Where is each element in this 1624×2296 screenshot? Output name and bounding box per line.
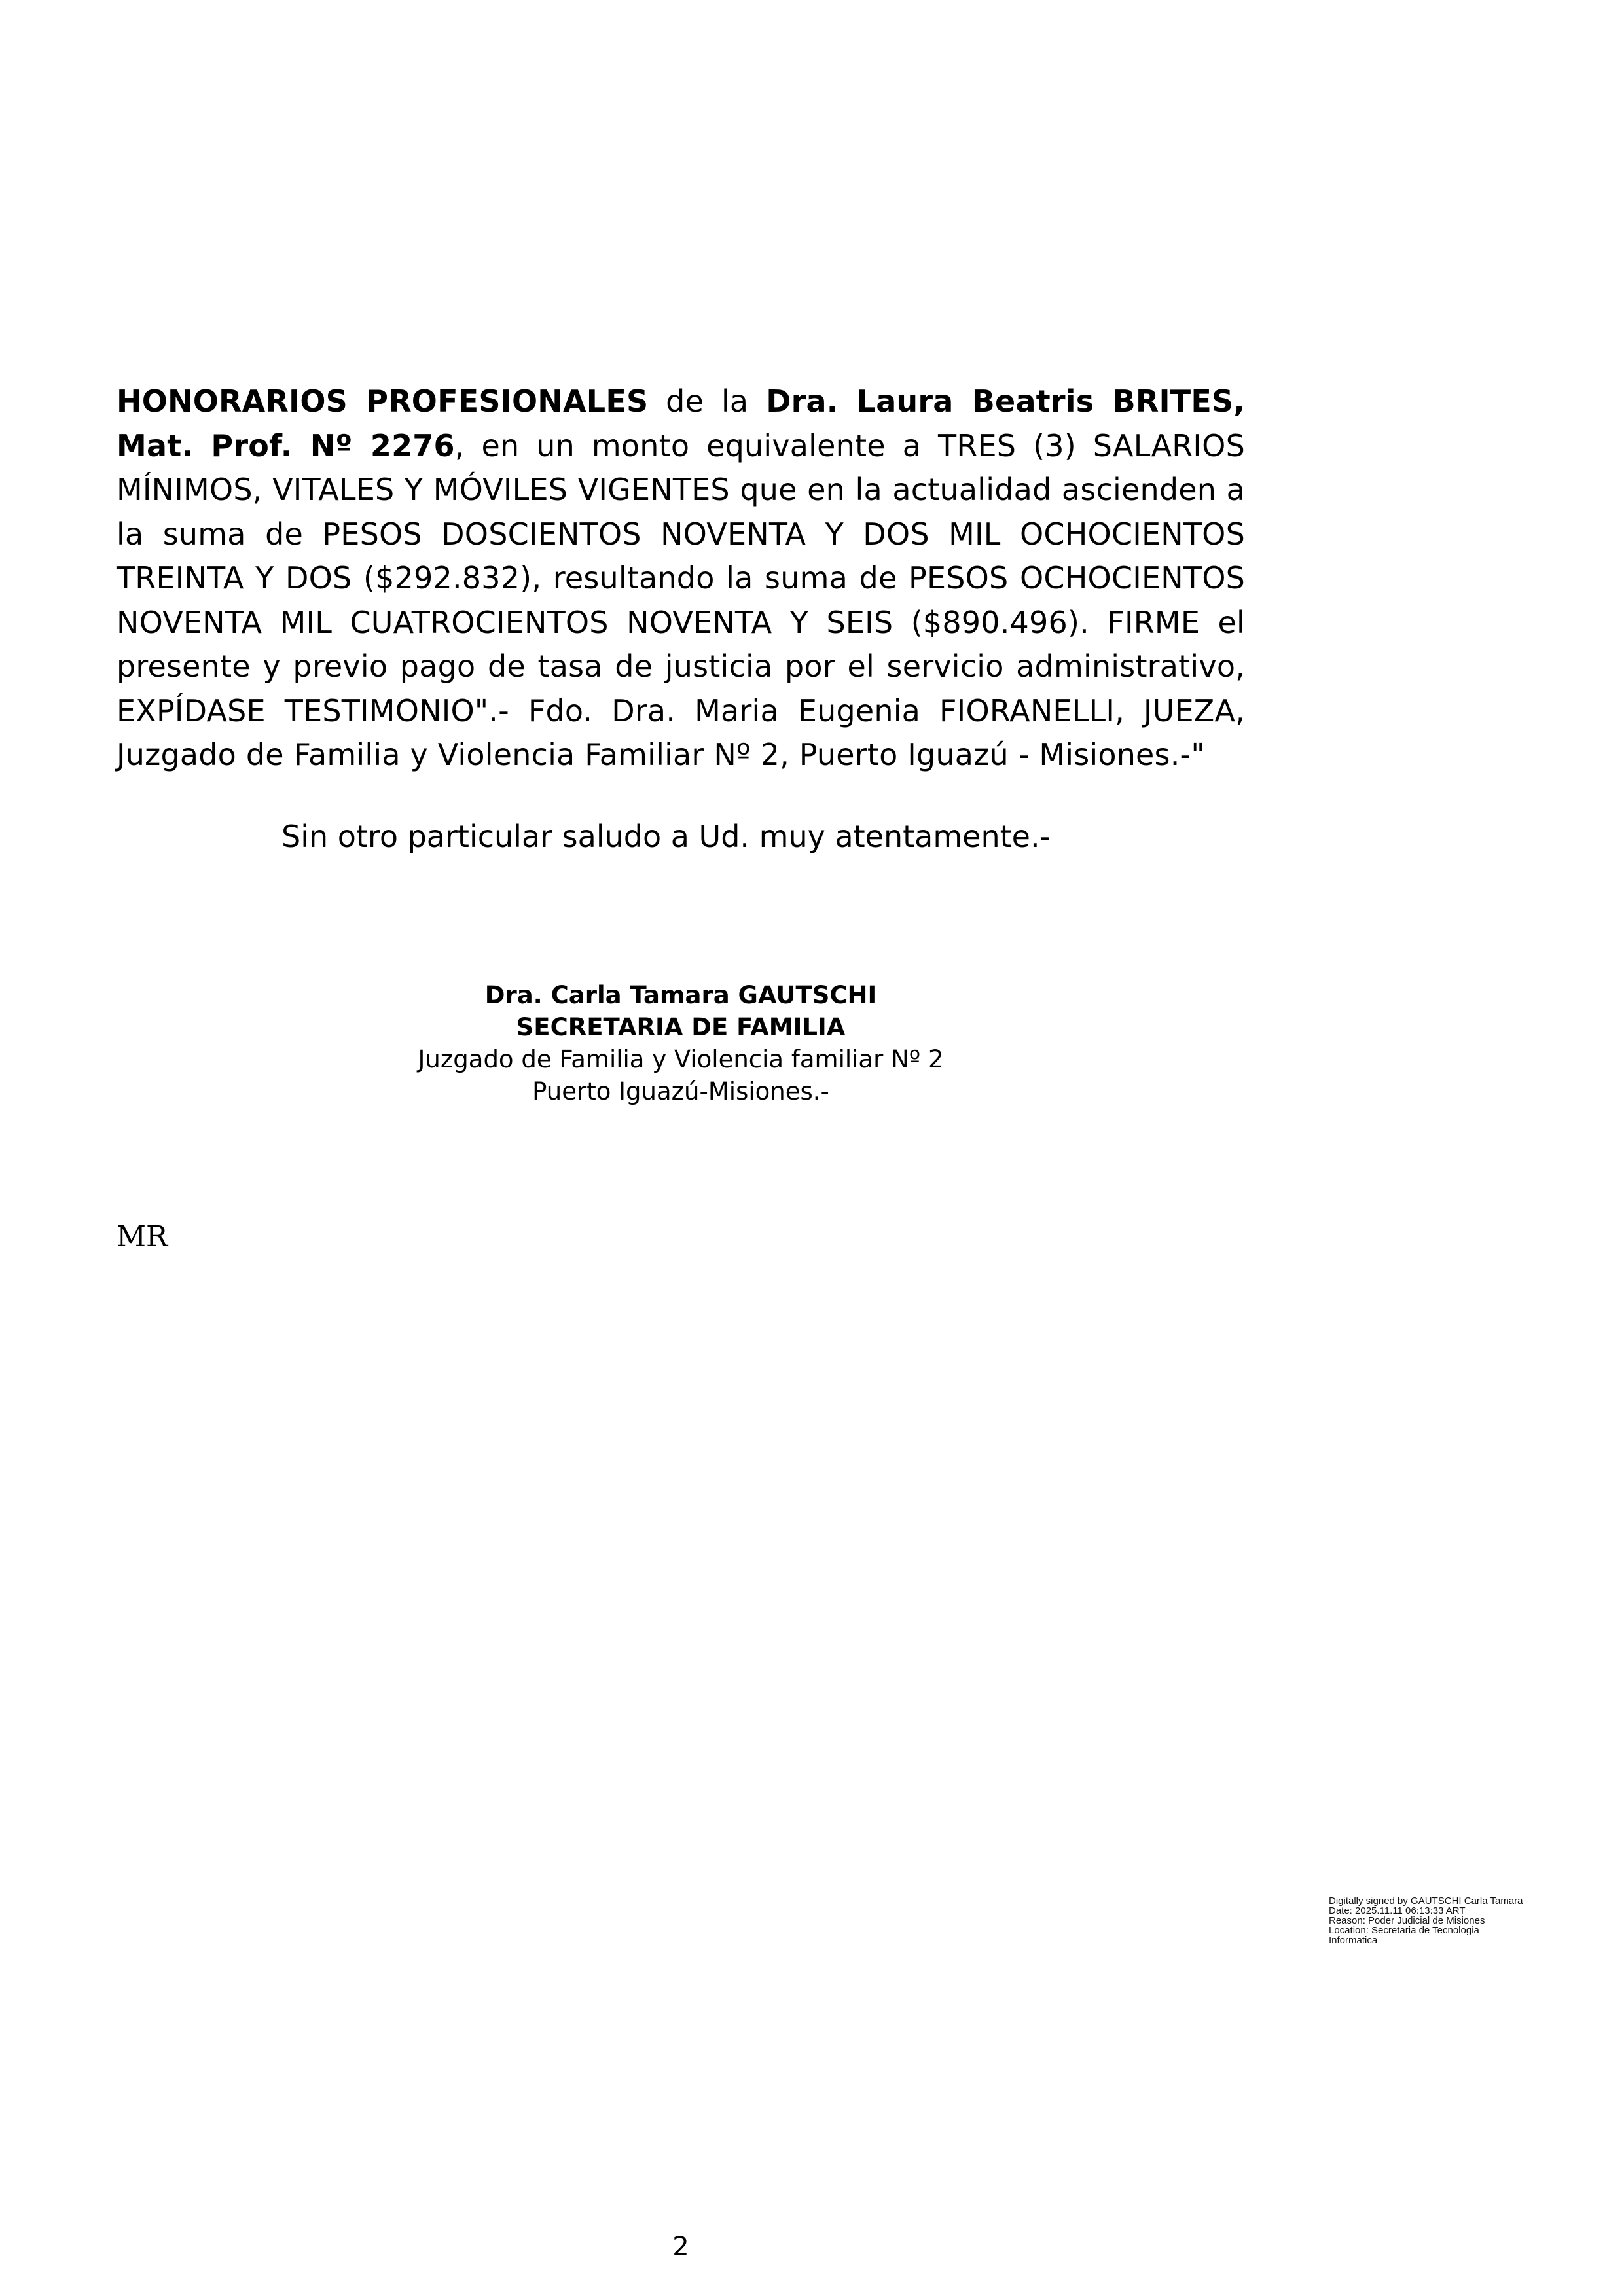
signature-block (393, 979, 969, 1107)
body-text-connector: de la (648, 384, 767, 419)
body-text-main: , en un monto equivalente a TRES (3) SALARIOS MÍNIMOS, VITALES Y MÓVILES VIGENTES que en la actualidad ascienden a la suma de PESOS DOSCIENTOS NOVENTA Y DOS MIL OCHOCIENTOS TREINTA Y DOS ($292.832), resultando la suma de PESOS OCHOCIENTOS NOVENTA MIL CUATROCIENTOS NOVENTA Y SEIS ($890.496). FIRME el presente y previo pago de tasa de justicia por el servicio administrativo, EXPÍDASE TESTIMONIO".- Fdo. Dra. Maria Eugenia FIORANELLI, JUEZA, Juzgado de Familia y Violencia Familiar Nº 2, Puerto Iguazú - Misiones.-" (117, 427, 1245, 772)
signatory-location: Puerto Iguazú-Misiones.- (532, 1077, 829, 1105)
closing-line: Sin otro particular saludo a Ud. muy atentamente.- (281, 819, 1051, 854)
digital-signature-date: Date: 2025.11.11 06:13:33 ART (1329, 1905, 1466, 1916)
digital-signature-stamp (1329, 1896, 1525, 1945)
page-number: 2 (672, 2232, 689, 2262)
typist-initials: MR (117, 1220, 168, 1253)
attorney-name: Dra. Laura Beatris BRITES, Mat. Prof. Nº 2276 (117, 384, 1245, 463)
signatory-court: Juzgado de Familia y Violencia familiar Nº 2 (418, 1045, 944, 1073)
fees-heading: HONORARIOS PROFESIONALES (117, 384, 649, 419)
body-paragraph (117, 380, 1245, 778)
signatory-title: SECRETARIA DE FAMILIA (516, 1013, 846, 1041)
digital-signature-signer: Digitally signed by GAUTSCHI Carla Tamara (1329, 1895, 1523, 1907)
digital-signature-location: Location: Secretaria de Tecnologia Informatica (1329, 1925, 1479, 1946)
signatory-name: Dra. Carla Tamara GAUTSCHI (484, 981, 877, 1009)
digital-signature-reason: Reason: Poder Judicial de Misiones (1329, 1915, 1485, 1926)
